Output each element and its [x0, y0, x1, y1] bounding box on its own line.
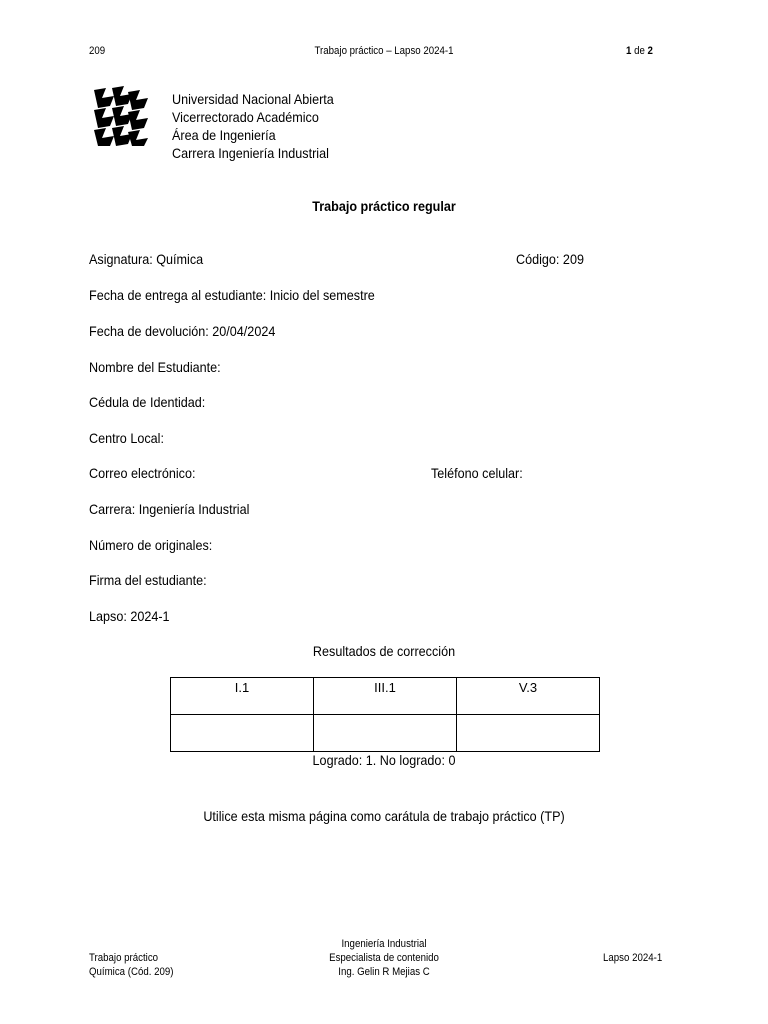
area: Área de Ingeniería	[172, 127, 276, 143]
footer-term: Lapso 2024-1	[603, 952, 663, 964]
term-field: Lapso: 2024-1	[89, 608, 170, 624]
results-title: Resultados de corrección	[312, 643, 456, 659]
return-date-field: Fecha de devolución: 20/04/2024	[89, 323, 276, 339]
footer-author: Ing. Gelin R Mejias C	[338, 966, 430, 978]
career-field: Carrera: Ingeniería Industrial	[89, 501, 250, 517]
student-name-field: Nombre del Estudiante:	[89, 359, 221, 375]
local-center-field: Centro Local:	[89, 430, 164, 446]
results-table	[170, 677, 600, 752]
institution-block	[172, 90, 352, 162]
results-header-row	[171, 678, 600, 715]
page-of: de	[634, 45, 645, 57]
cover-instruction: Utilice esta misma página como carátula de trabajo práctico (TP)	[203, 808, 565, 824]
footer-subject: Química (Cód. 209)	[89, 966, 174, 978]
footer-center	[329, 937, 439, 979]
page-total: 2	[647, 45, 653, 57]
results-col-header: I.1	[171, 678, 314, 715]
footer-program: Ingeniería Industrial	[341, 938, 427, 950]
signature-field: Firma del estudiante:	[89, 572, 207, 588]
subject-field: Asignatura: Química	[89, 251, 204, 267]
footer-role: Especialista de contenido	[329, 952, 439, 964]
results-cell	[314, 715, 457, 752]
career: Carrera Ingeniería Industrial	[172, 145, 329, 161]
results-col-header: III.1	[314, 678, 457, 715]
code-field: Código: 209	[516, 251, 584, 267]
results-cell	[171, 715, 314, 752]
phone-field: Teléfono celular:	[431, 465, 523, 481]
results-legend: Logrado: 1. No logrado: 0	[312, 752, 456, 768]
results-value-row	[171, 715, 600, 752]
document-title: Trabajo práctico regular	[312, 198, 456, 214]
results-cell	[457, 715, 600, 752]
email-field: Correo electrónico:	[89, 465, 196, 481]
footer-left	[89, 951, 173, 979]
delivery-date-field: Fecha de entrega al estudiante: Inicio del semestre	[89, 287, 375, 303]
results-col-header: V.3	[457, 678, 600, 715]
header-title: Trabajo práctico – Lapso 2024-1	[314, 45, 454, 57]
vice-rectorate: Vicerrectorado Académico	[172, 109, 319, 125]
header-code: 209	[89, 45, 106, 57]
originals-field: Número de originales:	[89, 537, 213, 553]
id-card-field: Cédula de Identidad:	[89, 394, 206, 410]
footer-doc-type: Trabajo práctico	[89, 952, 159, 964]
page-current: 1	[626, 45, 632, 57]
institution-name: Universidad Nacional Abierta	[172, 91, 334, 107]
university-logo	[92, 86, 150, 148]
page-number	[626, 45, 653, 57]
